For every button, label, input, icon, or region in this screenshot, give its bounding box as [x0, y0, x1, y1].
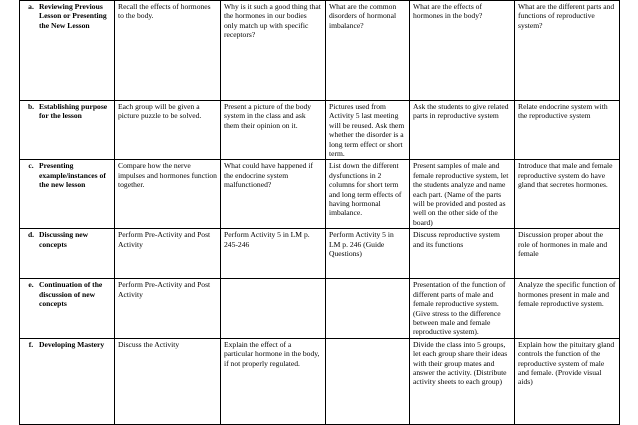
table-cell	[326, 338, 410, 424]
table-cell: Ask the students to give related parts in reproductive system	[410, 101, 515, 160]
table-row	[20, 229, 620, 279]
table-cell: Introduce that male and female reproductive system do have gland that secretes hormones.	[515, 160, 620, 229]
row-letter: c.	[28, 161, 34, 171]
table-cell: Divide the class into 5 groups, let each group share their ideas with their group mates and answer the activity. (Distribute activity sheets to each group)	[410, 338, 515, 424]
table-cell: What are the common disorders of hormonal imbalance?	[326, 1, 410, 101]
row-letter: b.	[27, 102, 35, 111]
lesson-plan-table	[19, 0, 620, 425]
table-cell: Perform Activity 5 in LM p. 246 (Guide Questions)	[326, 229, 410, 279]
table-cell: Perform Pre-Activity and Post Activity	[115, 279, 221, 338]
row-label-cell	[20, 101, 115, 160]
row-letter: d.	[27, 230, 35, 240]
table-row	[20, 160, 620, 229]
table-row	[20, 101, 620, 160]
row-label-cell	[20, 338, 115, 424]
row-label: Discussing new concepts	[39, 230, 89, 249]
table-body	[20, 1, 620, 425]
table-cell: Explain how the pituitary gland controls the function of the reproductive system of male and female. (Provide visual aids)	[515, 338, 620, 424]
table-cell: What could have happened if the endocrine system malfunctioned?	[221, 160, 326, 229]
row-label: Continuation of the discussion of new concepts	[39, 280, 103, 309]
table-cell: Each group will be given a picture puzzle to be solved.	[115, 101, 221, 160]
row-label: Reviewing Previous Lesson or Presenting the New Lesson	[39, 2, 107, 30]
table-cell: Present a picture of the body system in the class and ask them their opinion on it.	[221, 101, 326, 160]
row-letter: a.	[28, 2, 34, 11]
row-label-cell	[20, 160, 115, 229]
row-letter: f.	[28, 339, 34, 349]
table-cell: Presentation of the function of different parts of male and female reproductive system. (Give stress to the difference between male and female reproductive system).	[410, 279, 515, 338]
row-label-cell	[20, 1, 115, 101]
table-cell: Explain the effect of a particular hormone in the body, if not properly regulated.	[221, 338, 326, 424]
table-cell: Why is it such a good thing that the hormones in our bodies only match up with specific receptors?	[221, 1, 326, 101]
table-cell	[326, 279, 410, 338]
table-cell: Perform Activity 5 in LM p. 245-246	[221, 229, 326, 279]
table-cell: Discussion proper about the role of hormones in male and female	[515, 229, 620, 279]
table-cell: Analyze the specific function of hormones present in male and female reproductive system.	[515, 279, 620, 338]
table-cell: Discuss the Activity	[115, 338, 221, 424]
table-cell: List down the different dysfunctions in 2 columns for short term and long term effects of having hormonal imbalance.	[326, 160, 410, 229]
row-label-cell	[20, 229, 115, 279]
row-label: Presenting example/instances of the new lesson	[39, 161, 106, 190]
row-label: Establishing purpose for the lesson	[39, 102, 108, 121]
table-cell: Recall the effects of hormones to the body.	[115, 1, 221, 101]
table-row	[20, 279, 620, 338]
table-cell	[221, 279, 326, 338]
row-label: Developing Mastery	[39, 339, 105, 349]
row-letter: e.	[28, 280, 34, 290]
table-cell: Compare how the nerve impulses and hormones function together.	[115, 160, 221, 229]
table-cell: Relate endocrine system with the reproductive system	[515, 101, 620, 160]
table-cell: What are the effects of hormones in the body?	[410, 1, 515, 101]
table-cell: Pictures used from Activity 5 last meeting will be reused. Ask them whether the disorder is a long term effect or short term.	[326, 101, 410, 160]
table-row	[20, 1, 620, 101]
table-cell: Discuss reproductive system and its functions	[410, 229, 515, 279]
table-cell: Present samples of male and female reproductive system, let the students analyze and name each part. (Name of the parts will be provided and posted as well on the other side of the board)	[410, 160, 515, 229]
table-row	[20, 338, 620, 424]
row-label-cell	[20, 279, 115, 338]
table-cell: What are the different parts and functions of reproductive system?	[515, 1, 620, 101]
table-cell: Perform Pre-Activity and Post Activity	[115, 229, 221, 279]
